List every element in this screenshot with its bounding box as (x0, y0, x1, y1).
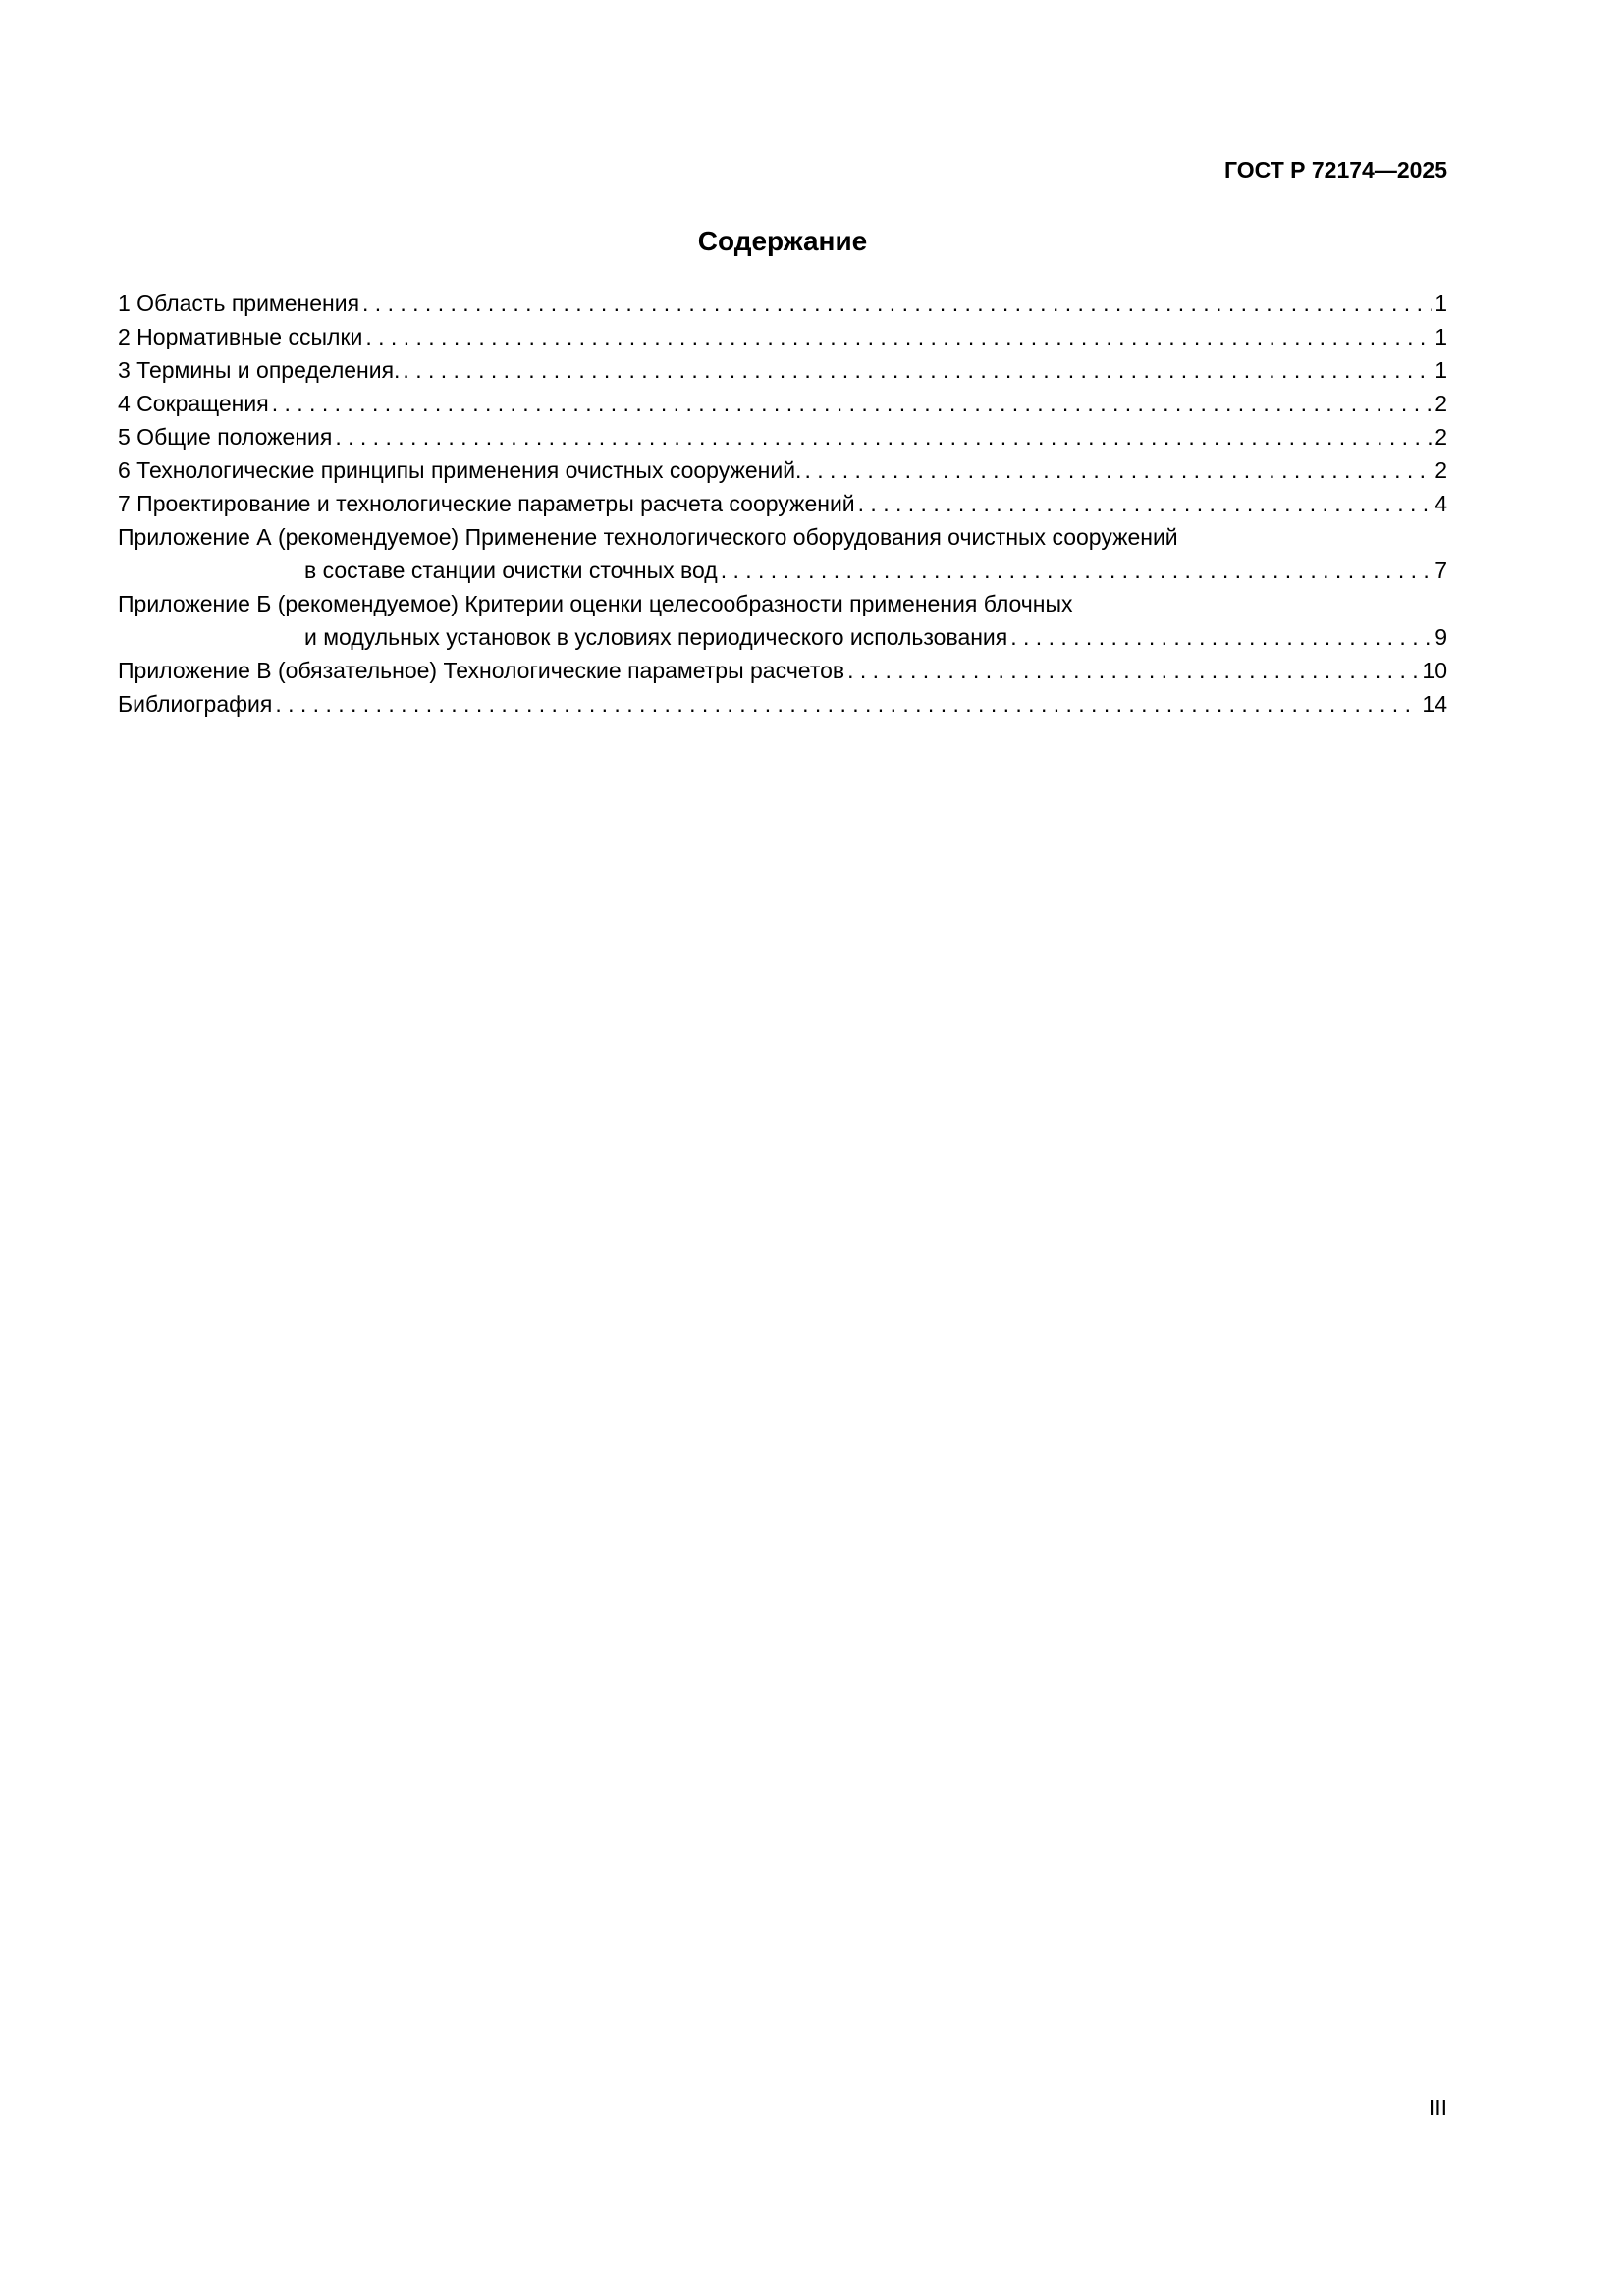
toc-entry (118, 320, 1447, 353)
toc-entry-label: Библиография (118, 691, 273, 717)
toc-entry-label-line1: Приложение Б (рекомендуемое) Критерии оценки целесообразности применения блочных (118, 591, 1073, 616)
toc-entry-page: 2 (1435, 424, 1447, 450)
toc-entry-label: Приложение В (обязательное) Технологические параметры расчетов (118, 658, 845, 683)
toc-entry (118, 520, 1447, 587)
toc-entry-page: 14 (1422, 691, 1447, 717)
dot-leader (804, 454, 1432, 487)
toc-entry-label: 7 Проектирование и технологические параметры расчета сооружений (118, 491, 855, 516)
toc-entry (118, 353, 1447, 387)
dot-leader (365, 320, 1432, 353)
toc-entry-page: 10 (1422, 658, 1447, 683)
toc-entry-label: 1 Область применения (118, 291, 360, 316)
toc-entry-page: 7 (1435, 558, 1447, 583)
toc-entry-page: 1 (1435, 357, 1447, 383)
toc-entry-label-line2: в составе станции очистки сточных вод (304, 558, 718, 583)
toc-entry-label-line2: и модульных установок в условиях периодического использования (304, 624, 1008, 650)
toc-entry-label: 4 Сокращения (118, 391, 269, 416)
toc-entry-page: 2 (1435, 391, 1447, 416)
toc-entry-page: 4 (1435, 491, 1447, 516)
dot-leader (1010, 620, 1432, 654)
toc-entry (118, 687, 1447, 721)
toc-entry-page: 1 (1435, 324, 1447, 349)
toc-entry (118, 387, 1447, 420)
toc-entry (118, 654, 1447, 687)
toc-entry-page: 1 (1435, 291, 1447, 316)
toc-entry-label-line1: Приложение А (рекомендуемое) Применение технологического оборудования очистных сооружений (118, 524, 1178, 550)
dot-leader (847, 654, 1419, 687)
toc-entry (118, 587, 1447, 654)
dot-leader (335, 420, 1432, 454)
toc-entry-label: 3 Термины и определения. (118, 357, 401, 383)
toc-entry (118, 420, 1447, 454)
dot-leader (362, 287, 1432, 320)
toc-entry (118, 454, 1447, 487)
dot-leader (275, 687, 1419, 721)
toc-entry-label: 2 Нормативные ссылки (118, 324, 363, 349)
dot-leader (721, 554, 1433, 587)
page-title: Содержание (697, 226, 868, 256)
toc-entry-page: 9 (1435, 624, 1447, 650)
document-number: ГОСТ Р 72174—2025 (1224, 157, 1447, 183)
toc-entry-page: 2 (1435, 457, 1447, 483)
page-number: III (1428, 2095, 1447, 2120)
toc-entry-label: 6 Технологические принципы применения очистных сооружений. (118, 457, 802, 483)
toc-entry (118, 487, 1447, 520)
dot-leader (858, 487, 1433, 520)
table-of-contents (118, 287, 1447, 721)
dot-leader (272, 387, 1433, 420)
toc-entry (118, 287, 1447, 320)
dot-leader (403, 353, 1432, 387)
toc-entry-label: 5 Общие положения (118, 424, 333, 450)
